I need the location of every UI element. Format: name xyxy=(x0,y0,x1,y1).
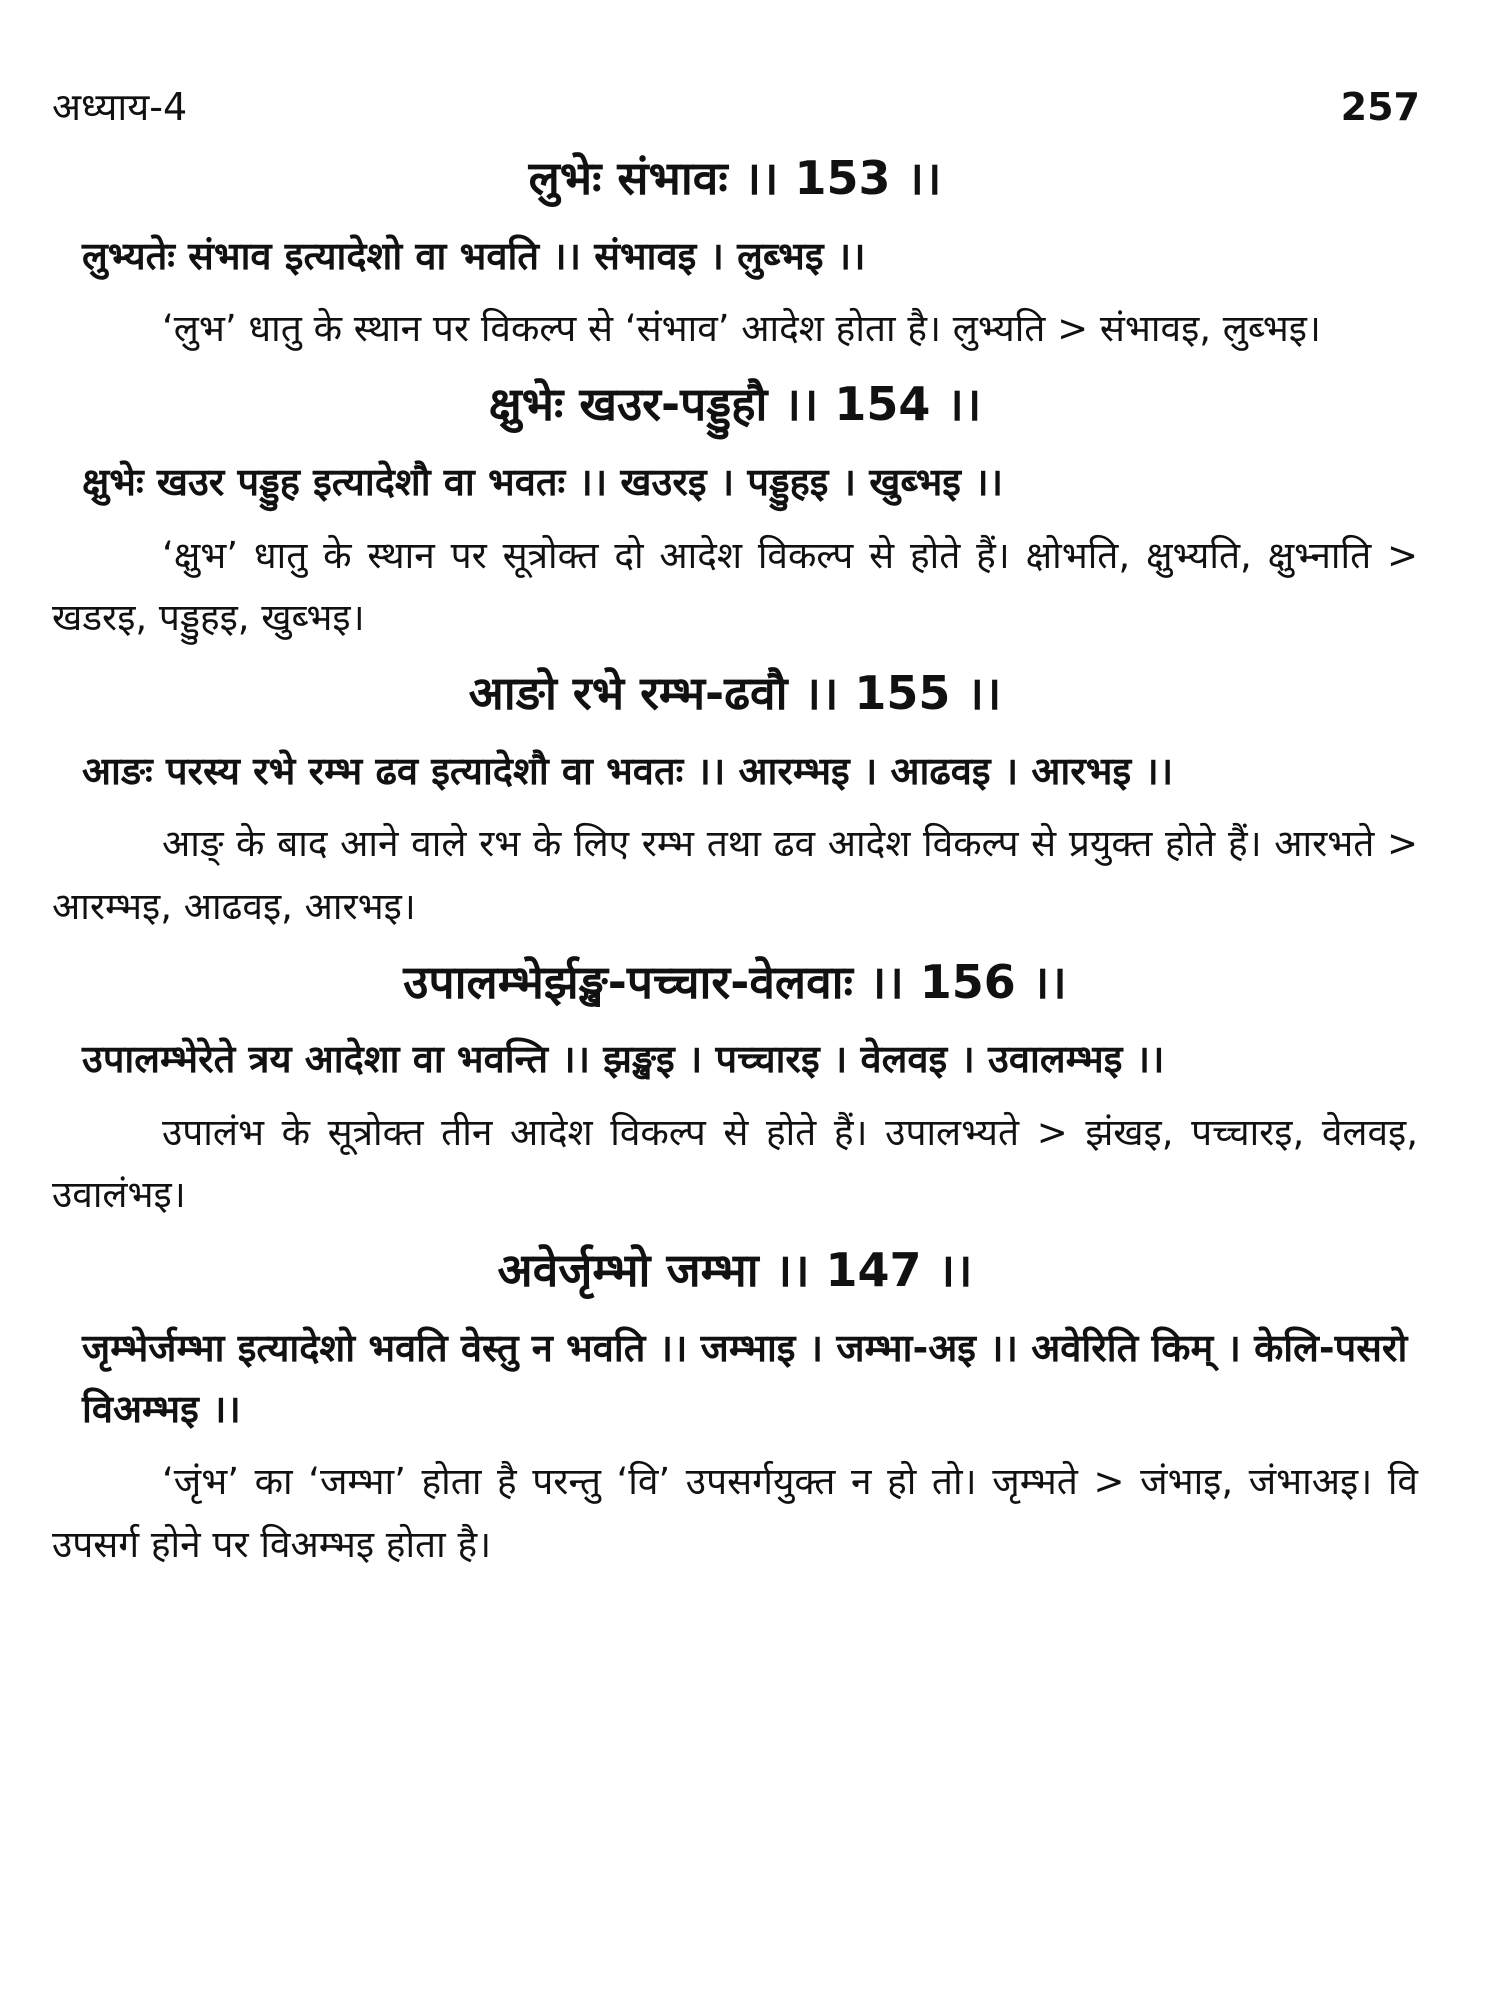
hindi-explanation: उपालंभ के सूत्रोक्त तीन आदेश विकल्प से होते हैं। उपालभ्यते > झंखइ, पच्चारइ, वेलवइ, उवालंभइ। xyxy=(52,1110,1418,1217)
sutra-section xyxy=(52,150,1418,360)
running-head xyxy=(52,80,1420,132)
hindi-explanation: ‘जृंभ’ का ‘जम्भा’ होता है परन्तु ‘वि’ उपसर्गयुक्त न हो तो। जृम्भते > जंभाइ, जंभाअइ। वि उपसर्ग होने पर विअम्भइ होता है। xyxy=(52,1460,1418,1566)
hindi-explanation: आङ् के बाद आने वाले रभ के लिए रम्भ तथा ढव आदेश विकल्प से प्रयुक्त होते हैं। आरभते > आरम्भइ, आढवइ, आरभइ। xyxy=(52,822,1418,928)
sutra-heading: अवेर्जृम्भो जम्भा ।। 147 ।। xyxy=(497,1243,973,1298)
sutra-section xyxy=(52,1242,1418,1575)
sutra-heading: आङो रभे रम्भ-ढवौ ।। 155 ।। xyxy=(468,666,1002,721)
sutra-heading: लुभेः संभावः ।। 153 ।। xyxy=(528,151,942,205)
vritti-text: लुभ्यतेः संभाव इत्यादेशो वा भवति ।। संभावइ । लुब्भइ ।। xyxy=(82,233,866,278)
vritti-text: जृम्भेर्जम्भा इत्यादेशो भवति वेस्तु न भवति ।। जम्भाइ । जम्भा-अइ ।। अवेरिति किम् । केलि-पसरो विअम्भइ ।। xyxy=(82,1325,1408,1431)
sutra-heading: क्षुभेः खउर-पड्डुहौ ।। 154 ।। xyxy=(488,377,982,432)
chapter-label: अध्याय-4 xyxy=(52,85,188,129)
sutra-section xyxy=(52,376,1418,649)
vritti-text: आङः परस्य रभे रम्भ ढव इत्यादेशौ वा भवतः ।। आरम्भइ । आढवइ । आरभइ ।। xyxy=(82,748,1174,793)
vritti-text: क्षुभेः खउर पड्डुह इत्यादेशौ वा भवतः ।। खउरइ । पड्डुहइ । खुब्भइ ।। xyxy=(82,459,1003,504)
page-number: 257 xyxy=(1340,85,1420,129)
sutra-section xyxy=(52,665,1418,938)
sutra-heading: उपालम्भेर्झङ्ख-पच्चार-वेलवाः ।। 156 ।। xyxy=(403,954,1067,1009)
vritti-text: उपालम्भेरेते त्रय आदेशा वा भवन्ति ।। झङ्खइ । पच्चारइ । वेलवइ । उवालम्भइ ।। xyxy=(82,1037,1165,1082)
sutra-section xyxy=(52,954,1418,1227)
page-content xyxy=(52,150,1418,1592)
hindi-explanation: ‘लुभ’ धातु के स्थान पर विकल्प से ‘संभाव’ आदेश होता है। लुभ्यति > संभावइ, लुब्भइ। xyxy=(162,307,1321,351)
hindi-explanation: ‘क्षुभ’ धातु के स्थान पर सूत्रोक्त दो आदेश विकल्प से होते हैं। क्षोभति, क्षुभ्यति, क्षुभ्नाति > खडरइ, पड्डुहइ, खुब्भइ। xyxy=(52,533,1418,639)
